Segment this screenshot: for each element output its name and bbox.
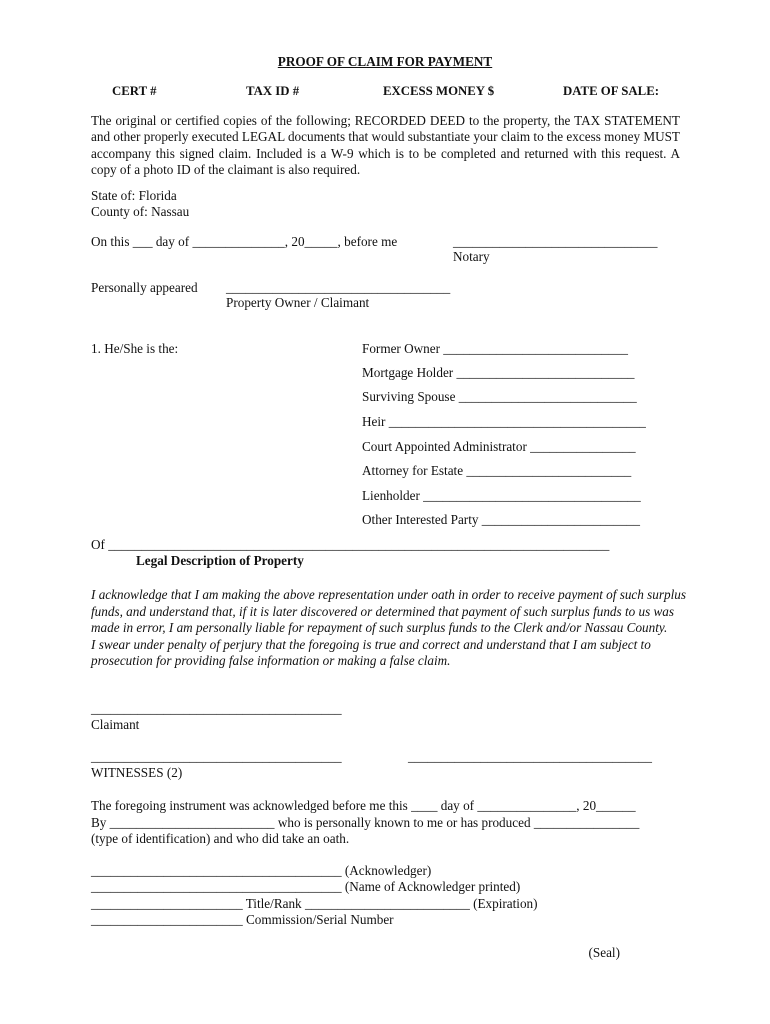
state-line: State of: Florida <box>91 188 177 203</box>
county-line: County of: Nassau <box>91 204 190 219</box>
claimant-signature-line[interactable]: ______________________________________ <box>91 701 342 716</box>
claimant-label: Claimant <box>91 717 140 732</box>
excess-money-label: EXCESS MONEY $ <box>383 84 495 98</box>
role-mortgage-holder[interactable]: Mortgage Holder ___________________________ <box>362 365 635 380</box>
ack-line-1: The foregoing instrument was acknowledged before me this ____ day of _______________, 20______ <box>91 798 636 813</box>
owner-label: Property Owner / Claimant <box>226 295 370 310</box>
witness-signature-line-2[interactable]: _____________________________________ <box>408 749 652 764</box>
on-this-line: On this ___ day of ______________, 20_____, before me <box>91 234 398 249</box>
oath-acknowledgement: I acknowledge that I am making the above representation under oath in order to receive payment of such surplus funds, and understand that, if it is later discovered or determined that payment of such surplus funds to us was made in error, I am personally liable for repayment of such surplus funds to the Clerk and/or Nassau County. <box>91 587 687 636</box>
cert-label: CERT # <box>112 84 157 98</box>
role-former-owner[interactable]: Former Owner ____________________________ <box>362 341 628 356</box>
role-other-interested-party[interactable]: Other Interested Party ________________________ <box>362 512 640 527</box>
page-title: PROOF OF CLAIM FOR PAYMENT <box>277 54 493 69</box>
role-attorney-for-estate[interactable]: Attorney for Estate _________________________ <box>362 463 632 478</box>
intro-paragraph: The original or certified copies of the following; RECORDED DEED to the property, the TAX STATEMENT and other properly executed LEGAL documents that would substantiate your claim to the excess money MUST accompany this signed claim. Included is a W-9 which is to be completed and returned with this request. A copy of a photo ID of the claimant is also required. <box>91 113 680 177</box>
oath-perjury: I swear under penalty of perjury that the foregoing is true and correct and understand that I am subject to prosecution for providing false information or making a false claim. <box>91 636 651 669</box>
ack-line-2: By _________________________ who is personally known to me or has produced ________________ <box>91 815 640 830</box>
witnesses-label: WITNESSES (2) <box>91 765 183 780</box>
acknowledger-signature-line[interactable]: ______________________________________ (Acknowledger) <box>91 863 432 878</box>
role-court-administrator[interactable]: Court Appointed Administrator ________________ <box>362 439 636 454</box>
date-of-sale-label: DATE OF SALE: <box>563 84 659 98</box>
role-surviving-spouse[interactable]: Surviving Spouse ___________________________ <box>362 389 637 404</box>
tax-id-label: TAX ID # <box>246 84 300 98</box>
of-line[interactable]: Of ____________________________________________________________________________ <box>91 537 610 552</box>
legal-description-label: Legal Description of Property <box>136 553 304 568</box>
witness-signature-line-1[interactable]: ______________________________________ <box>91 749 342 764</box>
notary-label: Notary <box>453 249 490 264</box>
oath-statement <box>91 587 691 670</box>
he-she-label: 1. He/She is the: <box>91 341 179 356</box>
seal-label: (Seal) <box>588 945 620 960</box>
title-expiration-line[interactable]: _______________________ Title/Rank _________________________ (Expiration) <box>91 896 538 911</box>
commission-number-line[interactable]: _______________________ Commission/Serial Number <box>91 912 394 927</box>
notary-blank[interactable]: _______________________________ <box>453 234 658 249</box>
owner-blank[interactable]: __________________________________ <box>226 280 451 295</box>
ack-line-3: (type of identification) and who did take an oath. <box>91 831 350 846</box>
personally-appeared-label: Personally appeared <box>91 280 198 295</box>
role-lienholder[interactable]: Lienholder _________________________________ <box>362 488 641 503</box>
role-heir[interactable]: Heir _______________________________________ <box>362 414 646 429</box>
acknowledger-name-line[interactable]: ______________________________________ (Name of Acknowledger printed) <box>91 879 521 894</box>
